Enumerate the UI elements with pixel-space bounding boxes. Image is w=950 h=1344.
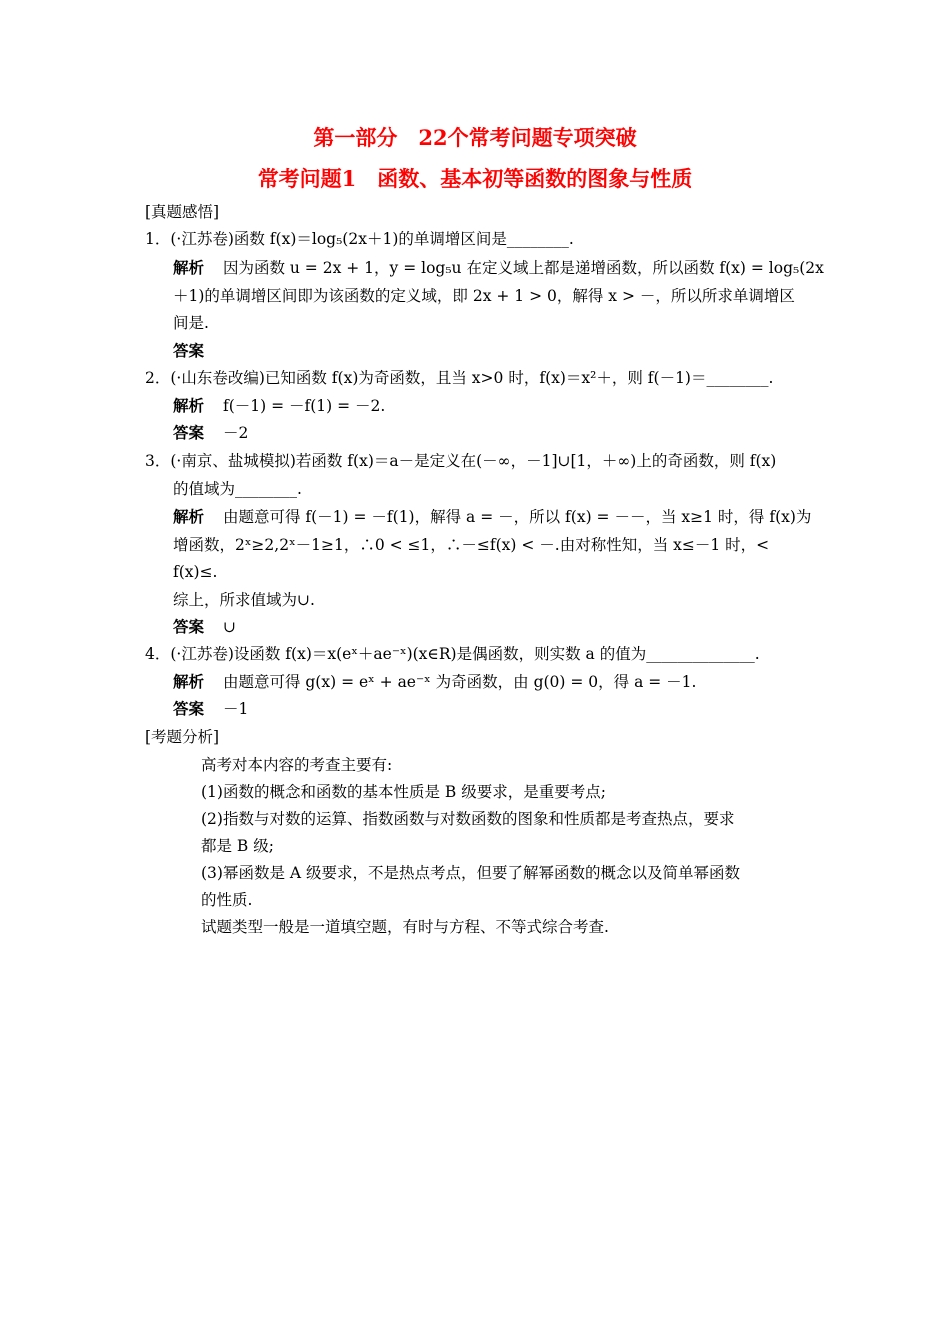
analysis-line: 试题类型一般是一道填空题，有时与方程、不等式综合考查. xyxy=(201,918,609,936)
question-3-analysis-cont: 增函数，2ˣ≥2,2ˣ－1≥1，∴0 < ≤1，∴－≤f(x) < －.由对称性知，当 x≤－1 时，< xyxy=(173,536,770,554)
question-1-analysis-cont: ＋1)的单调增区间即为该函数的定义域，即 2x + 1 > 0，解得 x > －，所以所求单调增区 xyxy=(173,287,795,305)
chapter-title: 常考问题1 函数、基本初等函数的图象与性质 xyxy=(257,166,693,191)
analysis-text: f(－1) = －f(1) = －2. xyxy=(222,397,386,415)
question-3-analysis xyxy=(173,507,811,527)
question-4: 4．(·江苏卷)设函数 f(x)＝x(eˣ＋ae⁻ˣ)(x∈R)是偶函数，则实数 a 的值为______________. xyxy=(145,645,760,663)
question-2-analysis xyxy=(173,396,385,416)
question-2-answer xyxy=(173,423,248,443)
answer-label: 答案 xyxy=(173,423,205,442)
answer-text: －1 xyxy=(222,700,249,718)
answer-text: ∪ xyxy=(222,618,236,636)
question-4-analysis xyxy=(173,672,696,692)
analysis-label: 解析 xyxy=(173,672,205,691)
analysis-label: 解析 xyxy=(173,258,205,277)
question-1-answer xyxy=(173,341,218,361)
section-heading-real-questions: [真题感悟] xyxy=(145,203,220,221)
section-heading-analysis: [考题分析] xyxy=(145,728,220,746)
analysis-text: 由题意可得 g(x) = eˣ + ae⁻ˣ 为奇函数，由 g(0) = 0，得 a = －1. xyxy=(222,673,697,691)
analysis-line: (2)指数与对数的运算、指数函数与对数函数的图象和性质都是考查热点，要求 xyxy=(201,810,735,828)
question-3-analysis-cont: f(x)≤. xyxy=(173,563,218,581)
analysis-label: 解析 xyxy=(173,396,205,415)
analysis-text: 由题意可得 f(－1) = －f(1)，解得 a = －，所以 f(x) = －－，当 x≥1 时，得 f(x)为 xyxy=(222,508,812,526)
question-3: 3．(·南京、盐城模拟)若函数 f(x)＝a－是定义在(－∞，－1]∪[1，＋∞)上的奇函数，则 f(x) xyxy=(145,452,777,470)
part-title: 第一部分 22个常考问题专项突破 xyxy=(313,125,637,150)
question-1: 1．(·江苏卷)函数 f(x)＝log₅(2x＋1)的单调增区间是________. xyxy=(145,230,574,248)
question-3-cont: 的值域为________. xyxy=(173,480,302,498)
analysis-line: 的性质. xyxy=(201,891,253,909)
question-3-answer xyxy=(173,617,236,637)
analysis-text: 因为函数 u = 2x + 1，y = log₅u 在定义域上都是递增函数，所以函数 f(x) = log₅(2x xyxy=(222,259,824,277)
question-1-analysis-cont: 间是. xyxy=(173,314,209,332)
analysis-line: (3)幂函数是 A 级要求，不是热点考点，但要了解幂函数的概念以及简单幂函数 xyxy=(201,864,741,882)
analysis-line: 高考对本内容的考查主要有: xyxy=(201,756,393,774)
question-2: 2．(·山东卷改编)已知函数 f(x)为奇函数，且当 x>0 时，f(x)＝x²＋，则 f(－1)＝________. xyxy=(145,369,774,387)
answer-label: 答案 xyxy=(173,617,205,636)
question-4-answer xyxy=(173,699,248,719)
answer-text: －2 xyxy=(222,424,249,442)
analysis-line: 都是 B 级; xyxy=(201,837,274,855)
answer-label: 答案 xyxy=(173,699,205,718)
answer-label: 答案 xyxy=(173,341,205,360)
question-3-summary: 综上，所求值域为∪. xyxy=(173,591,315,609)
question-1-analysis xyxy=(173,258,824,278)
analysis-line: (1)函数的概念和函数的基本性质是 B 级要求，是重要考点; xyxy=(201,783,606,801)
analysis-label: 解析 xyxy=(173,507,205,526)
